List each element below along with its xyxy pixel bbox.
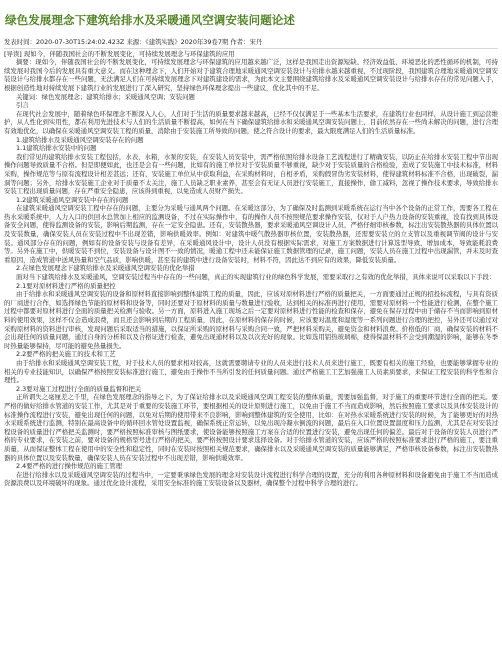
paragraph: 1.建筑给排水及采暖通风空调安装存在的问题 (16, 135, 144, 144)
paragraph: 1.1建筑给排水安装中的问题 (16, 144, 97, 153)
paragraph: 2.1要对原材料进行严格的质量把控 (16, 281, 116, 290)
paragraph: 由于给排水和采暖通风空调安装的设备和原材料直接影响到整体建筑工程的质量，因此，应该对原材料进行严格的质量把关，一方面要通过正规的招投标流程，与具有资质的厂商进行合作，如选择绿色节能的原材料和设备等，同时还要对于原材料的质量与数量进行验收，达到相关的标准再进行使用，需要对原材料一个性能进行检测，在整个施工过程中都要对原材料进行全面的质量把关检测与验收。另一方面，原料进入施工现场之后一定要对原材料进行性能的检查和保存，避免在保存过程中由于储存不当而影响到原材料的使用效果，这样不仅会造成浪费，而且还会影响到后期的工程质量，因此，在原材料的保存的时候，应该要对温度和湿度等一系列问题进行合理的把控，另外还可以通过对采购原材料的资料进行审核，发现问题后采取适当的措施，以保证所采购的原材料与采购合同一致，严把材料采购关，避免资金和材料浪费。价格低的厂商，确保安装的材料不会出现任何的质量问题，通过自身的分析和以及合格证进行检查，避免出现通材料以及以次充好的现象。比如选用铝热玻璃棉，使得保温材料不会受到潮湿的影响，能够在冬季时热量能够保持，尽可能的避免热量损失。 (4, 290, 498, 350)
paragraph: 由于给排水和采暖通风空调安装工程，对于技术人员的要求相对较高，这就需要聘请专业的人员来进行技术人员来进行施工，既要有相关的施工经验，也要能够掌握专业的相关的专业技能知识，以确保严格按照安装标准进行施工，避免由于操作不当所引发的任何质量问题。通过严格施工工艺加强施工人员素质要求，来保证工程安装的科学性和合理性。 (4, 358, 498, 385)
paragraph: 在现代社会发展中，随着绿色环保理念不断深入人心，人们对于生活的质量要求越来越高，已经不仅仅满足于一些基本生活要求，在建筑行业也同样，从设计施工到运营维护，从人性化到实用性，都在利用先进技术与人们的生活质量不断提高，如何在当下确保建筑给排水和采暖通风空调安装问题上，目前依然存在一些尚未解决的问题，进行合理有效地优化，以确保在采暖通风空调安装工程的质量，消除由于安装施工所导致的问题，使之符合设计的要求，最大限度满足人们的生活质量标准。 (4, 109, 498, 135)
paragraph: 2.在绿色发展理念下建筑给排水及采暖通风空调安装的优化举措 (16, 264, 195, 273)
paragraph: 在进行给排水以及采暖通风空调安装的过程当中，一定要秉承绿色发展的理念对安装设计流程进行科学合理的设置，充分的利用各种原材料和设备避免由于施工不当而造成资源浪费以及环境破坏的现象。通过优化设计流程，采用安全标准的施工安装设备以及器材，确保整个过程中科学合理的进行。 (4, 470, 498, 488)
paragraph: 面对当下建筑给排水及采暖通风，空调安装过程当中存在的一些问题，真正的实现建筑行业的绿色科学发展，需要采取行之有效的优化举措，具体来说可以采取以下手段： (16, 273, 496, 282)
paragraph: 摘要：现如今，伴随我国社会的不断发展变化，可持续发展理念与环保建筑的应用越来越广泛，这样是我国走出资源短缺、经济效益低、环境恶化的恶性循环的机制，可持续发展对我国今后的发展具有重大意义。而在这种理念下，人们开始对于建筑合理地采暖通风空调安装设计与给排水越来越重视，不过现阶段，我国建筑合理地采暖通风空调安装设计与给排水都存在一些问题，无法满足人们在可持续发展理念下对建筑建设的需求，为此本文主要围绕建筑给排水及采暖通风空调安装设计与给排水存在的常见问题入手，根据创造性地对持续发展下建筑行业的发展进行了深入研究，坚持绿色环保理念提出一些建议，优化其中的不足。 (4, 58, 498, 92)
paragraph: 在建筑采暖通风空调安装工程中存在的问题，主要分为采暖与通风两个问题。在采暖这部分，为了确保及时监测到采暖系统在运行当中各个设备的正常工作，需要各工程在热水采暖系统中，人力入口的供回水总管加上相应的监测设备，不过在实际操作中，有的操作人员不按照规范要求操作安装，仅对于人户热力设备的安装重视，没有找到具体设备安全问题，使得监测设备的安装，影响后期监测，存在一定安全隐患。还有，安装散热器，要求采暖通风空调设计人员，严格仔细审核参数，标注出安装散热器的具体位置以及安装数量，确保安装人员在安装过程中不出现差错，影响供暖效率。例如：对建筑中暖气散热器审核位置，安装散热器，还需要安装立的立支管以及重视调节阀的设计与安装。通风部分存在的问题，例如有的设备安装与设备有差异，在采暖通风设计中，设计人员没有根据实际需求，对施工方案数据进行计算选型导致，增加成本，导致能耗浪费等。另外在施工中，供暖安装不到位，安装设备与设计图不一致的情况，暖通工程中还未能保证施工数据管理的记录，施工问题，安装人员在施工过程中出现漏管，并未及时查看原因，造成管道中送风热量和空气品质，影响供暖，甚至有的建筑中进行设备安装时，材料不符，因此达不到应有的效果，降低安装质量。 (4, 204, 498, 264)
article-title: 绿色发展理念下建筑给排水及采暖通风空调安装问题论述 (5, 13, 295, 27)
paragraph: 我们常见的建筑给排水安装工程包括，水表，水箱，水泵的安装，在安装人员安装中，需严格依照给排水设备工艺流程进行了精确安装，以防止在给排水安装工程中节出现操作问题导致质量不合格。但是即便如此，也还是会有一些问题，比如有的施工单位对于安装质量不够重视，缺少对于安装质量的合格检验，造成了安装施工中技术标准，材料采购，操作规范等与原有流程设计相差甚远；还有，安装施工单位从中获取利益，在采购材料时，自相矛盾，采购假冒伪劣安装材料，使得建筑材料标准不合格，出现破裂，漏洞等问题；另外，给排水安装施工企业对于质量不太关注，施工人员缺乏职业素养，甚至会有无证人员进行安装施工，直接操作，偷工减料，忽视了操作技术要求，导致给排水安装工程出现质量问题，存在严重安全隐患，应该得到重视，以免造成人员财产损失。 (4, 152, 498, 196)
paragraph: 1.2建筑采暖通风空调安装中存在的问题 (16, 195, 129, 204)
paragraph: 引言 (16, 101, 29, 110)
lead-line: [导读] 现如今，伴随我国社会的不断发展变化，可持续发展理念与环保建筑的应用 (4, 49, 235, 58)
paragraph: 2.4要严格的进行操作规范的施工管理 (16, 462, 123, 471)
article-body (4, 58, 498, 488)
paragraph: 2.3要对施工过程进行全面的质量监督和把关 (16, 384, 142, 393)
article-meta: 发表时间：2020-07-30T15:24:02.423Z 来源：《建筑实践》2020年39卷7期 作者：宋丹 (4, 38, 263, 46)
divider (4, 48, 498, 49)
paragraph: 正所谓失之毫厘差之千里，在绿色发展理念的指导之下，为了保证给排水以及采暖通风空调工程安装的整体质量，需要加强监督，对于施工的重要环节进行全面的把关。要严格的做好给排水管道的安装工作，尤其是对于重要的安装施工环节，要根据相关的设计原则进行施工，以免由于施工不当而造成影响，然后按照施工要求以及具体安装设计的标准操作流程进行安装，避免出现任何的问题，以免对后期的使用带来不良影响，影响到整体建筑的安全使用，比如：在对热水采暖系统进行安装的时候，为了能够更好的对热水采暖系统进行监测，特别在最高设备中的循环回水管处设置监视，确保系统正常运转，以免出现冷凝水倒流的问题，最后在入口位置设置温度和压力监测，尤其是在对安装过程设备的质量进行严格把关监测时，要严格按照标准审核与图纸要求，使设备能够按照施工方案在合适的位置进行安装，避免出现任何的偏差。最后对于设备的安装人员进行严格的专业要求，在安装之前，要对设备的规格型号进行严格的把关，要严格按照设计要求选择设备。对于给排水管道的安装，应该严格的按照标准要求进行严格的施工，要注重质量，从而保证整体工程在使用中的安全性和稳定性，同时在安装时按照相关规范要求，确保排水以及采暖通风空调安装的质量能够满足，严格审核设备参数，标注出安装散热器的具体位置以及安装数量，确保安装人员在安装过程中不出现差错，影响供暖效率。 (4, 393, 498, 462)
paragraph: 2.2要严格的把关施工的技术和工艺 (16, 350, 116, 359)
paragraph: 关键词：绿色发展理念；建筑给排水；采暖通风空调；安装问题 (16, 92, 195, 101)
